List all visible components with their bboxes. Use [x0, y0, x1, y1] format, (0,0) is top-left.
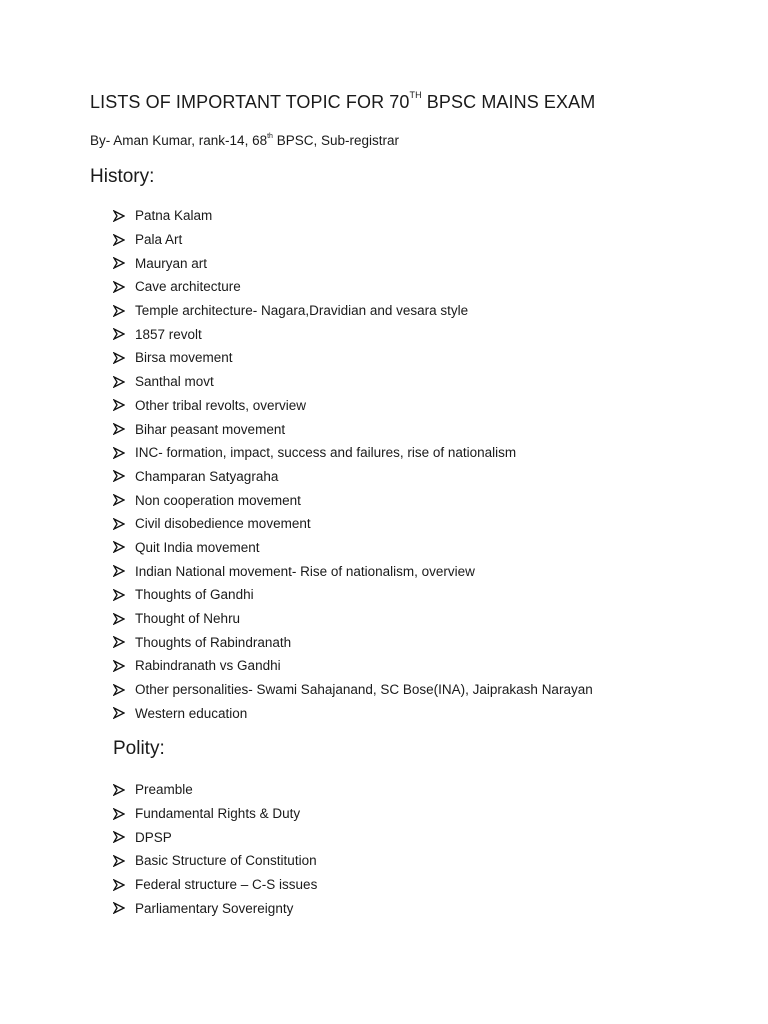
byline-rest: BPSC, Sub-registrar [272, 133, 399, 148]
arrowhead-bullet-icon [113, 784, 135, 796]
list-item [113, 204, 593, 228]
list-item-text: Preamble [135, 782, 193, 798]
list-item-text: Thought of Nehru [135, 611, 241, 627]
list-item [113, 465, 593, 489]
arrowhead-bullet-icon [113, 447, 135, 459]
list-item-text: Other tribal revolts, overview [135, 397, 307, 413]
list-item [113, 370, 593, 394]
arrowhead-bullet-icon [113, 660, 135, 672]
arrowhead-bullet-icon [113, 470, 135, 482]
list-item-text: Cave architecture [135, 279, 241, 295]
list-item-text: Pala Art [135, 232, 183, 248]
list-item-text: Parliamentary Sovereignty [135, 900, 294, 916]
list-item-text: Bihar peasant movement [135, 421, 286, 437]
list-item-text: Temple architecture- Nagara,Dravidian and vesara style [135, 303, 469, 319]
byline-main: By- Aman Kumar, rank-14, 68 [90, 133, 268, 148]
list-item-text: Basic Structure of Constitution [135, 853, 317, 869]
history-heading: History: [90, 166, 155, 187]
list-item [113, 583, 593, 607]
list-item-text: Santhal movt [135, 374, 214, 390]
arrowhead-bullet-icon [113, 399, 135, 411]
title-superscript: TH [409, 90, 422, 100]
arrowhead-bullet-icon [113, 879, 135, 891]
arrowhead-bullet-icon [113, 234, 135, 246]
list-item [113, 630, 593, 654]
list-item [113, 778, 317, 802]
list-item-text: Western education [135, 705, 248, 721]
list-item [113, 322, 593, 346]
list-item-text: Mauryan art [135, 255, 208, 271]
list-item [113, 275, 593, 299]
arrowhead-bullet-icon [113, 565, 135, 577]
list-item [113, 488, 593, 512]
polity-list [113, 778, 317, 920]
list-item-text: Indian National movement- Rise of nationalism, overview [135, 563, 475, 579]
arrowhead-bullet-icon [113, 423, 135, 435]
list-item-text: Patna Kalam [135, 208, 213, 224]
list-item-text: Quit India movement [135, 539, 260, 555]
list-item [113, 802, 317, 826]
arrowhead-bullet-icon [113, 707, 135, 719]
list-item [113, 678, 593, 702]
arrowhead-bullet-icon [113, 831, 135, 843]
list-item [113, 346, 593, 370]
list-item [113, 394, 593, 418]
list-item-text: Rabindranath vs Gandhi [135, 658, 281, 674]
arrowhead-bullet-icon [113, 328, 135, 340]
arrowhead-bullet-icon [113, 541, 135, 553]
list-item [113, 251, 593, 275]
list-item-text: Other personalities- Swami Sahajanand, SC Bose(INA), Jaiprakash Narayan [135, 682, 593, 698]
list-item [113, 441, 593, 465]
arrowhead-bullet-icon [113, 855, 135, 867]
arrowhead-bullet-icon [113, 281, 135, 293]
list-item [113, 849, 317, 873]
arrowhead-bullet-icon [113, 902, 135, 914]
arrowhead-bullet-icon [113, 613, 135, 625]
list-item [113, 896, 317, 920]
list-item [113, 825, 317, 849]
list-item-text: Non cooperation movement [135, 492, 301, 508]
author-byline [90, 133, 399, 148]
list-item [113, 228, 593, 252]
arrowhead-bullet-icon [113, 376, 135, 388]
list-item [113, 417, 593, 441]
list-item [113, 536, 593, 560]
list-item-text: Thoughts of Rabindranath [135, 634, 292, 650]
list-item-text: 1857 revolt [135, 326, 202, 342]
document-title [90, 92, 595, 113]
arrowhead-bullet-icon [113, 518, 135, 530]
arrowhead-bullet-icon [113, 305, 135, 317]
title-main: LISTS OF IMPORTANT TOPIC FOR 70 [90, 92, 410, 112]
list-item-text: Birsa movement [135, 350, 233, 366]
byline-superscript: th [267, 132, 273, 140]
list-item [113, 701, 593, 725]
list-item [113, 607, 593, 631]
list-item [113, 299, 593, 323]
arrowhead-bullet-icon [113, 808, 135, 820]
list-item [113, 512, 593, 536]
polity-heading: Polity: [113, 738, 165, 759]
list-item-text: Champaran Satyagraha [135, 468, 279, 484]
list-item-text: Thoughts of Gandhi [135, 587, 254, 603]
list-item [113, 559, 593, 583]
list-item [113, 654, 593, 678]
list-item-text: Civil disobedience movement [135, 516, 311, 532]
list-item-text: INC- formation, impact, success and failures, rise of nationalism [135, 445, 517, 461]
list-item-text: DPSP [135, 829, 172, 845]
arrowhead-bullet-icon [113, 636, 135, 648]
arrowhead-bullet-icon [113, 684, 135, 696]
list-item-text: Fundamental Rights & Duty [135, 806, 301, 822]
arrowhead-bullet-icon [113, 210, 135, 222]
arrowhead-bullet-icon [113, 352, 135, 364]
list-item [113, 873, 317, 897]
history-list [113, 204, 593, 725]
arrowhead-bullet-icon [113, 494, 135, 506]
arrowhead-bullet-icon [113, 589, 135, 601]
list-item-text: Federal structure – C-S issues [135, 877, 318, 893]
title-rest: BPSC MAINS EXAM [421, 92, 596, 112]
arrowhead-bullet-icon [113, 257, 135, 269]
